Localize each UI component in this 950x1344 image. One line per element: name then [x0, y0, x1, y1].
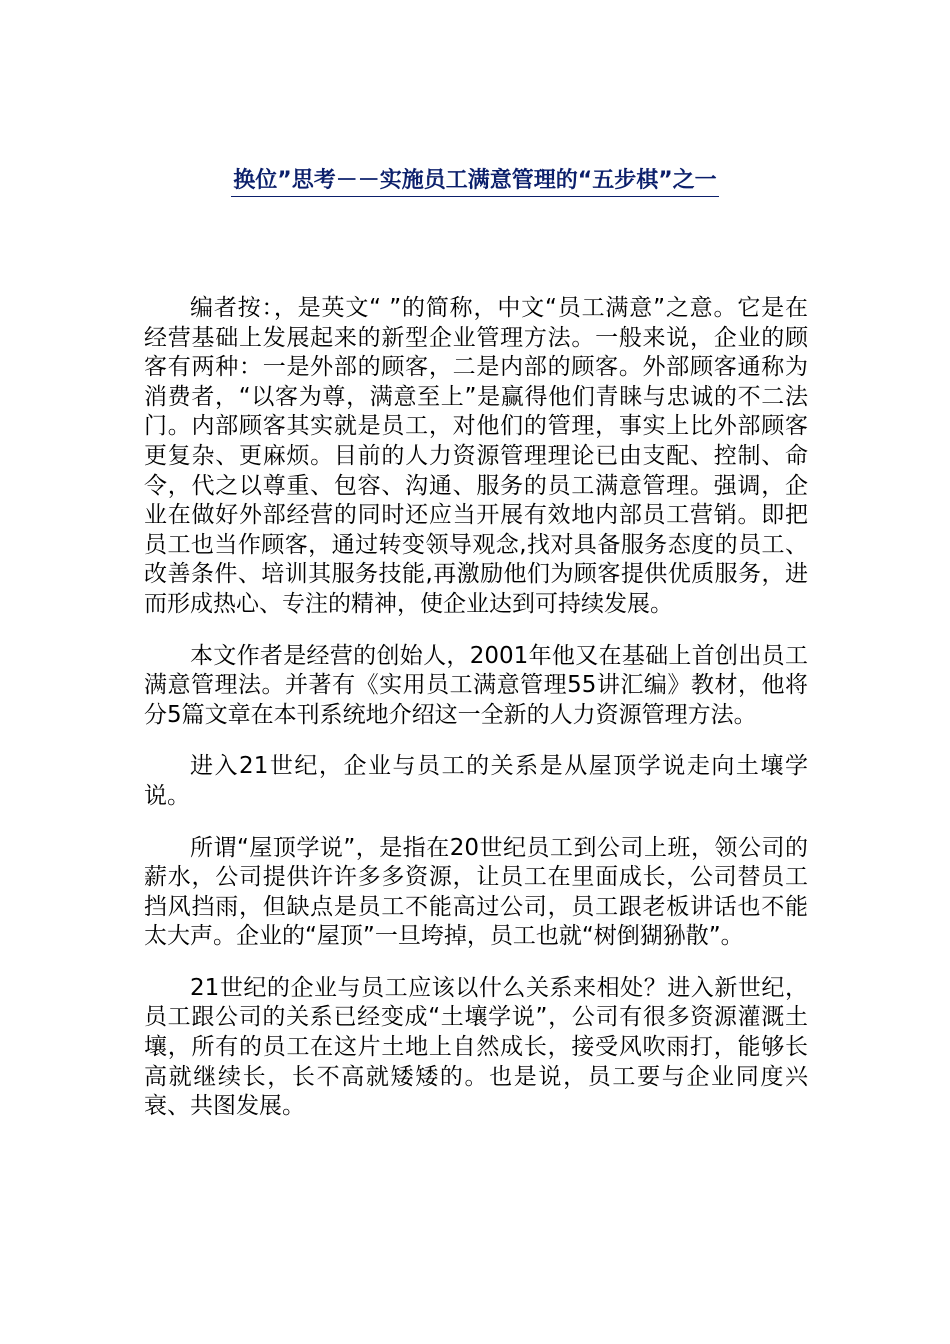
article-body [144, 294, 808, 1144]
paragraph-editor-note: 编者按：，是英文“ ”的简称，中文“员工满意”之意。它是在经营基础上发展起来的新型企业管理方法。一般来说，企业的顾客有两种：一是外部的顾客，二是内部的顾客。外部顾客通称为消费者，“以客为尊，满意至上”是赢得他们青睐与忠诚的不二法门。内部顾客其实就是员工，对他们的管理，事实上比外部顾客更复杂、更麻烦。目前的人力资源管理理论已由支配、控制、命令，代之以尊重、包容、沟通、服务的员工满意管理。强调，企业在做好外部经营的同时还应当开展有效地内部员工营销。即把员工也当作顾客，通过转变领导观念,找对具备服务态度的员工、改善条件、培训其服务技能,再激励他们为顾客提供优质服务，进而形成热心、专注的精神，使企业达到可持续发展。 [144, 295, 808, 617]
document-title[interactable]: 换位”思考－－实施员工满意管理的“五步棋”之一 [231, 166, 718, 197]
title-container [0, 166, 950, 197]
paragraph-soil-theory: 21世纪的企业与员工应该以什么关系来相处？进入新世纪，员工跟公司的关系已经变成“土壤学说”，公司有很多资源灌溉土壤，所有的员工在这片土地上自然成长，接受风吹雨打，能够长高就继续长，长不高就矮矮的。也是说，员工要与企业同度兴衰、共图发展。 [144, 974, 808, 1120]
paragraph-21st-century: 进入21世纪，企业与员工的关系是从屋顶学说走向土壤学说。 [144, 753, 808, 809]
paragraph-author-intro: 本文作者是经营的创始人，2001年他又在基础上首创出员工满意管理法。并著有《实用员工满意管理55讲汇编》教材，他将分5篇文章在本刊系统地介绍这一全新的人力资源管理方法。 [144, 642, 808, 728]
paragraph-roof-theory: 所谓“屋顶学说”，是指在20世纪员工到公司上班，领公司的薪水，公司提供许许多多资源，让员工在里面成长，公司替员工挡风挡雨，但缺点是员工不能高过公司，员工跟老板讲话也不能太大声。企业的“屋顶”一旦垮掉，员工也就“树倒猢狲散”。 [144, 834, 808, 950]
